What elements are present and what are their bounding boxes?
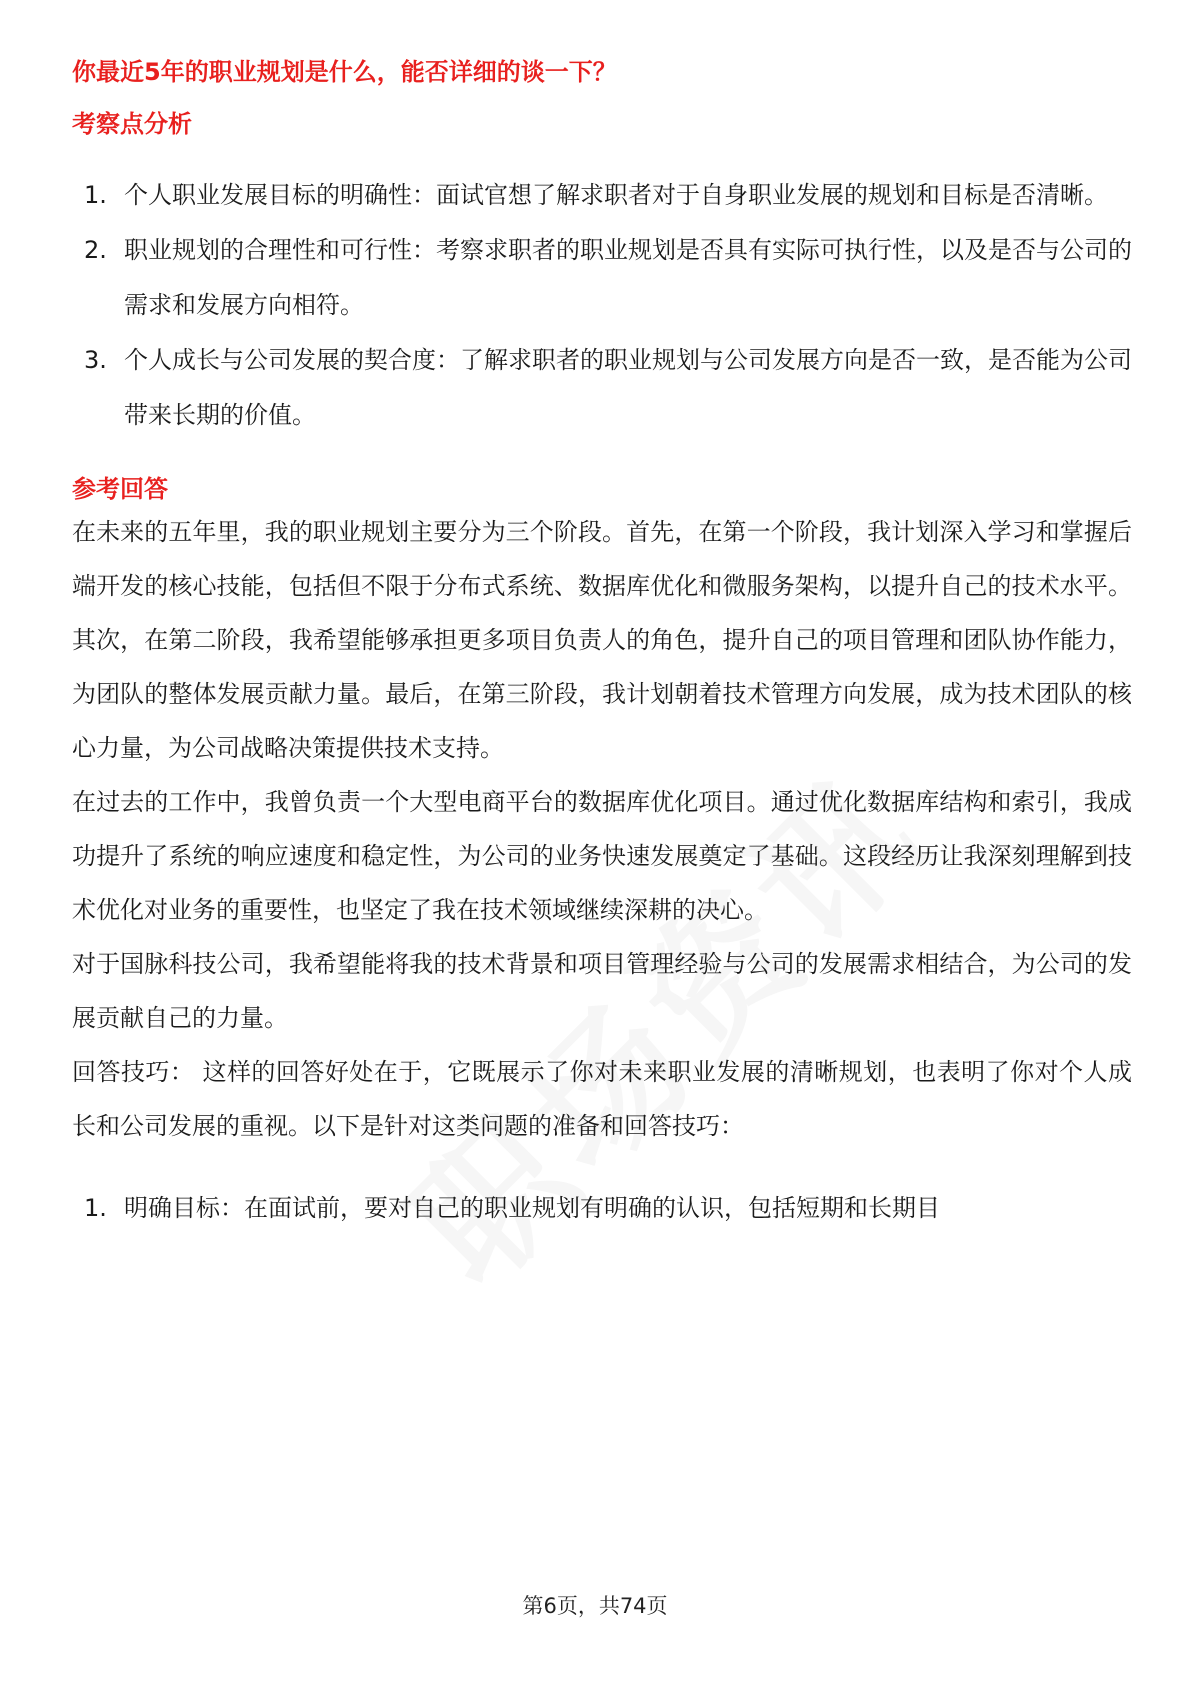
list-item-text: 职业规划的合理性和可行性：考察求职者的职业规划是否具有实际可执行性，以及是否与公司的需求和发展方向相符。	[124, 236, 1132, 319]
list-number: 1.	[84, 1194, 107, 1222]
analysis-item	[72, 223, 1132, 333]
analysis-item	[72, 168, 1132, 223]
analysis-item	[72, 333, 1132, 443]
answer-paragraph: 在过去的工作中，我曾负责一个大型电商平台的数据库优化项目。通过优化数据库结构和索引，我成功提升了系统的响应速度和稳定性，为公司的业务快速发展奠定了基础。这段经历让我深刻理解到技术优化对业务的重要性，也坚定了我在技术领域继续深耕的决心。	[72, 788, 1132, 924]
analysis-heading: 考察点分析	[72, 110, 192, 138]
answer-paragraph: 在未来的五年里，我的职业规划主要分为三个阶段。首先，在第一个阶段，我计划深入学习和掌握后端开发的核心技能，包括但不限于分布式系统、数据库优化和微服务架构，以提升自己的技术水平。其次，在第二阶段，我希望能够承担更多项目负责人的角色，提升自己的项目管理和团队协作能力，为团队的整体发展贡献力量。最后，在第三阶段，我计划朝着技术管理方向发展，成为技术团队的核心力量，为公司战略决策提供技术支持。	[72, 518, 1132, 762]
list-number: 3.	[84, 346, 107, 374]
analysis-list	[72, 168, 1132, 443]
list-item-text: 个人成长与公司发展的契合度：了解求职者的职业规划与公司发展方向是否一致，是否能为公司带来长期的价值。	[124, 346, 1132, 429]
list-number: 1.	[84, 181, 107, 209]
page-content	[72, 56, 1132, 1236]
tips-item	[72, 1181, 1132, 1236]
page-footer: 第6页，共74页	[522, 1594, 668, 1618]
question-title: 你最近5年的职业规划是什么，能否详细的谈一下？	[72, 58, 617, 86]
answer-heading: 参考回答	[72, 475, 168, 503]
list-item-text: 个人职业发展目标的明确性：面试官想了解求职者对于自身职业发展的规划和目标是否清晰。	[124, 181, 1108, 209]
tips-list	[72, 1181, 1132, 1236]
answer-paragraph: 对于国脉科技公司，我希望能将我的技术背景和项目管理经验与公司的发展需求相结合，为公司的发展贡献自己的力量。	[72, 950, 1132, 1032]
list-number: 2.	[84, 236, 107, 264]
answer-tips-paragraph: 回答技巧： 这样的回答好处在于，它既展示了你对未来职业发展的清晰规划，也表明了你对个人成长和公司发展的重视。以下是针对这类问题的准备和回答技巧：	[72, 1058, 1132, 1140]
list-item-text: 明确目标：在面试前，要对自己的职业规划有明确的认识，包括短期和长期目	[124, 1194, 940, 1222]
